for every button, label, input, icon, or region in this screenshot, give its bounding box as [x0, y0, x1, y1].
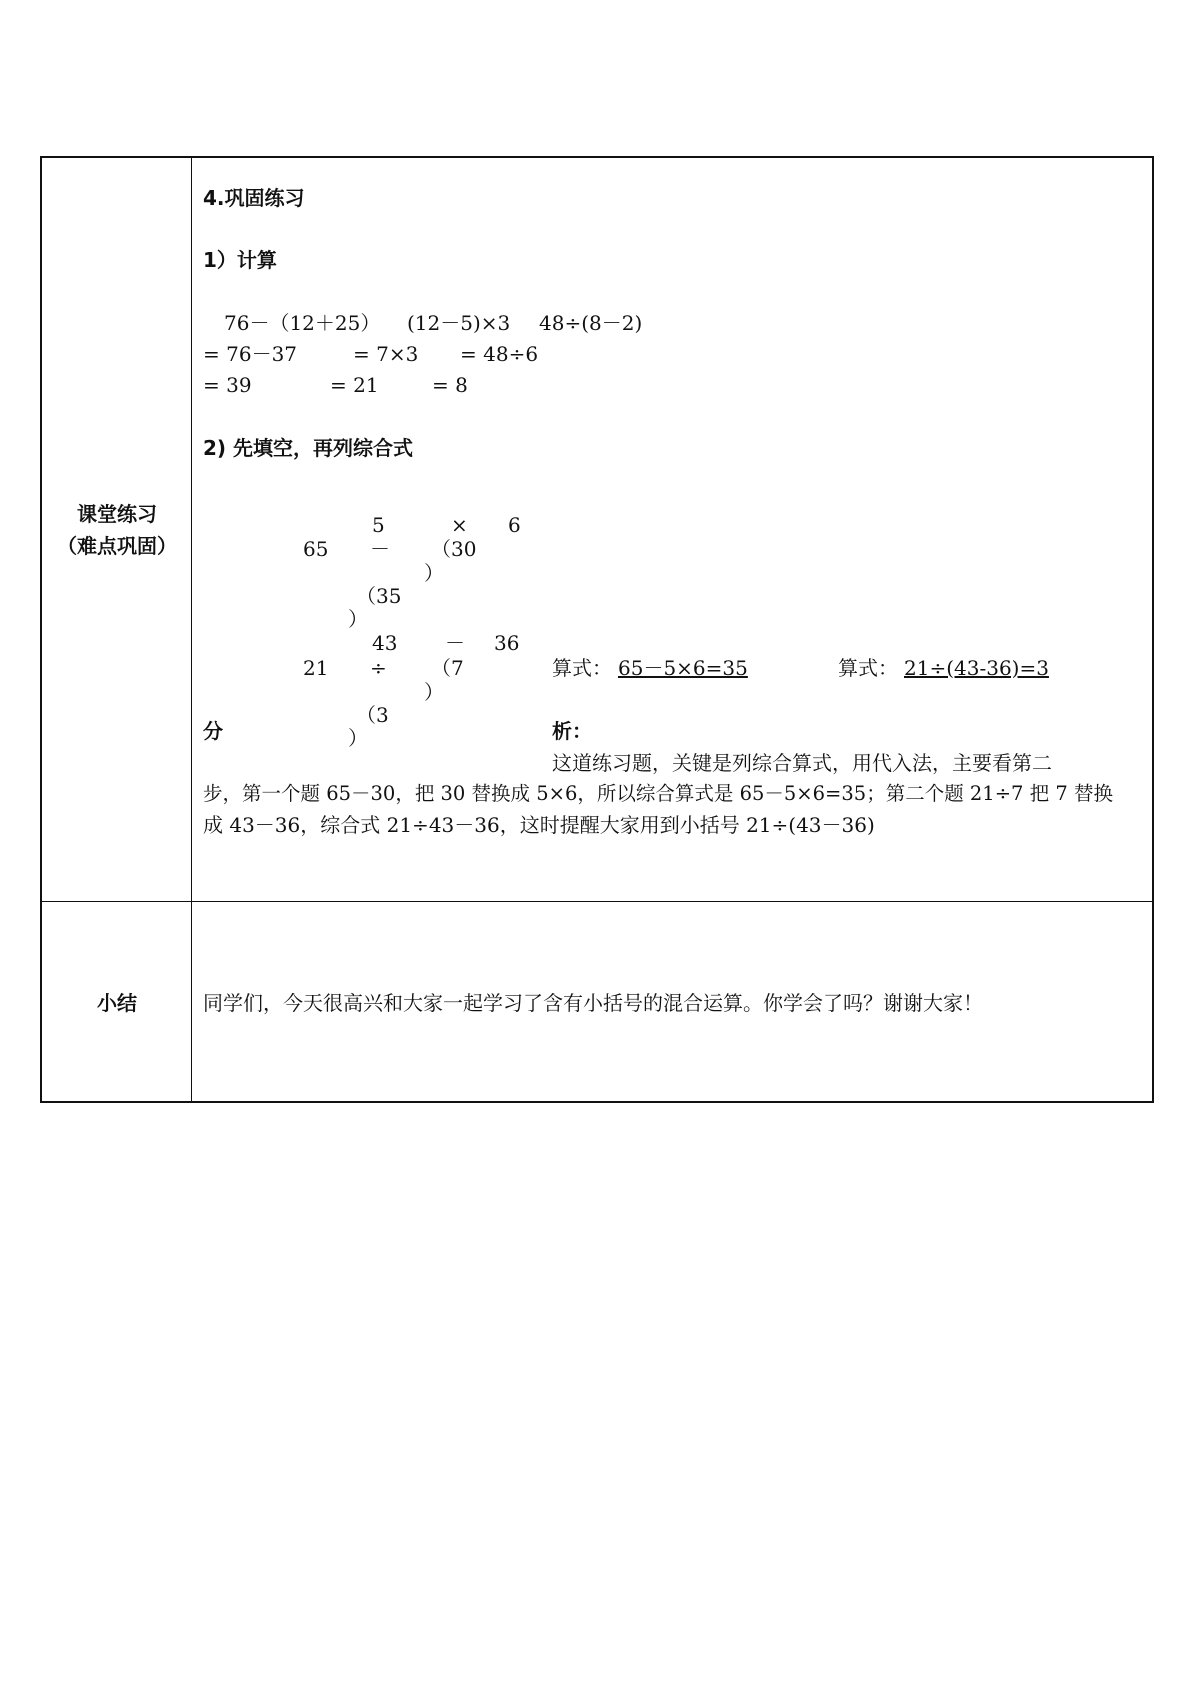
tree1-top-op: × — [451, 513, 468, 537]
calc2-line2: = 7×3 — [353, 342, 419, 366]
table-border-bottom — [40, 1101, 1154, 1103]
calc1-line3: = 39 — [203, 373, 252, 397]
tree2-top-op: － — [445, 631, 465, 655]
calc3-line2: = 48÷6 — [460, 342, 539, 366]
tree2-mid-paren-open: （7 — [431, 656, 464, 680]
tree1-mid-left: 65 — [303, 537, 329, 561]
section-heading: 4.巩固练习 — [203, 186, 305, 210]
tree2-top-left: 43 — [372, 631, 398, 655]
tree2-result-close: ） — [348, 726, 368, 750]
formula1-label: 算式： — [552, 656, 612, 680]
calc3-line3: = 8 — [432, 373, 468, 397]
analysis-xi: 析： — [552, 719, 592, 743]
subheading-calc: 1）计算 — [203, 248, 277, 272]
tree2-mid-left: 21 — [303, 656, 329, 680]
tree1-result-close: ） — [348, 607, 368, 631]
analysis-line2: 步，第一个题 65－30，把 30 替换成 5×6，所以综合算式是 65－5×6=35；第二个题 21÷7 把 7 替换 — [203, 782, 1113, 805]
summary-text: 同学们，今天很高兴和大家一起学习了含有小括号的混合运算。你学会了吗？谢谢大家！ — [203, 991, 983, 1015]
calc2-line1: (12－5)×3 — [407, 311, 511, 335]
tree1-mid-paren-close: ） — [424, 561, 444, 585]
row1-label-line2: （难点巩固） — [57, 534, 177, 558]
analysis-line1: 这道练习题，关键是列综合算式，用代入法，主要看第二 — [552, 751, 1052, 775]
table-column-divider — [191, 156, 192, 1103]
tree1-result-open: （35 — [356, 584, 402, 608]
table-border-left — [40, 156, 42, 1103]
calc1-line2: = 76－37 — [203, 342, 298, 366]
subheading-fill: 2) 先填空，再列综合式 — [203, 436, 414, 460]
table-row-divider — [40, 901, 1154, 902]
calc1-line1: 76－（12＋25） — [224, 311, 381, 335]
analysis-fen: 分 — [203, 719, 223, 743]
table-border-top — [40, 156, 1154, 158]
calc3-line1: 48÷(8－2) — [539, 311, 643, 335]
tree1-mid-paren-open: （30 — [431, 537, 477, 561]
tree2-mid-paren-close: ） — [424, 680, 444, 704]
tree2-top-right: 36 — [494, 631, 520, 655]
tree2-mid-op: ÷ — [370, 656, 387, 680]
calc2-line3: = 21 — [330, 373, 379, 397]
formula2-value: 21÷(43-36)=3 — [904, 656, 1049, 680]
formula2-label: 算式： — [838, 656, 898, 680]
analysis-line3: 成 43－36，综合式 21÷43－36，这时提醒大家用到小括号 21÷(43－36) — [203, 813, 875, 837]
tree1-mid-op: － — [370, 537, 390, 561]
tree2-result-open: （3 — [356, 703, 389, 727]
formula1-value: 65－5×6=35 — [618, 656, 748, 680]
tree1-top-right: 6 — [508, 513, 521, 537]
row2-label: 小结 — [97, 991, 137, 1015]
row1-label-line1: 课堂练习 — [77, 502, 157, 526]
table-border-right — [1152, 156, 1154, 1103]
tree1-top-left: 5 — [372, 513, 385, 537]
